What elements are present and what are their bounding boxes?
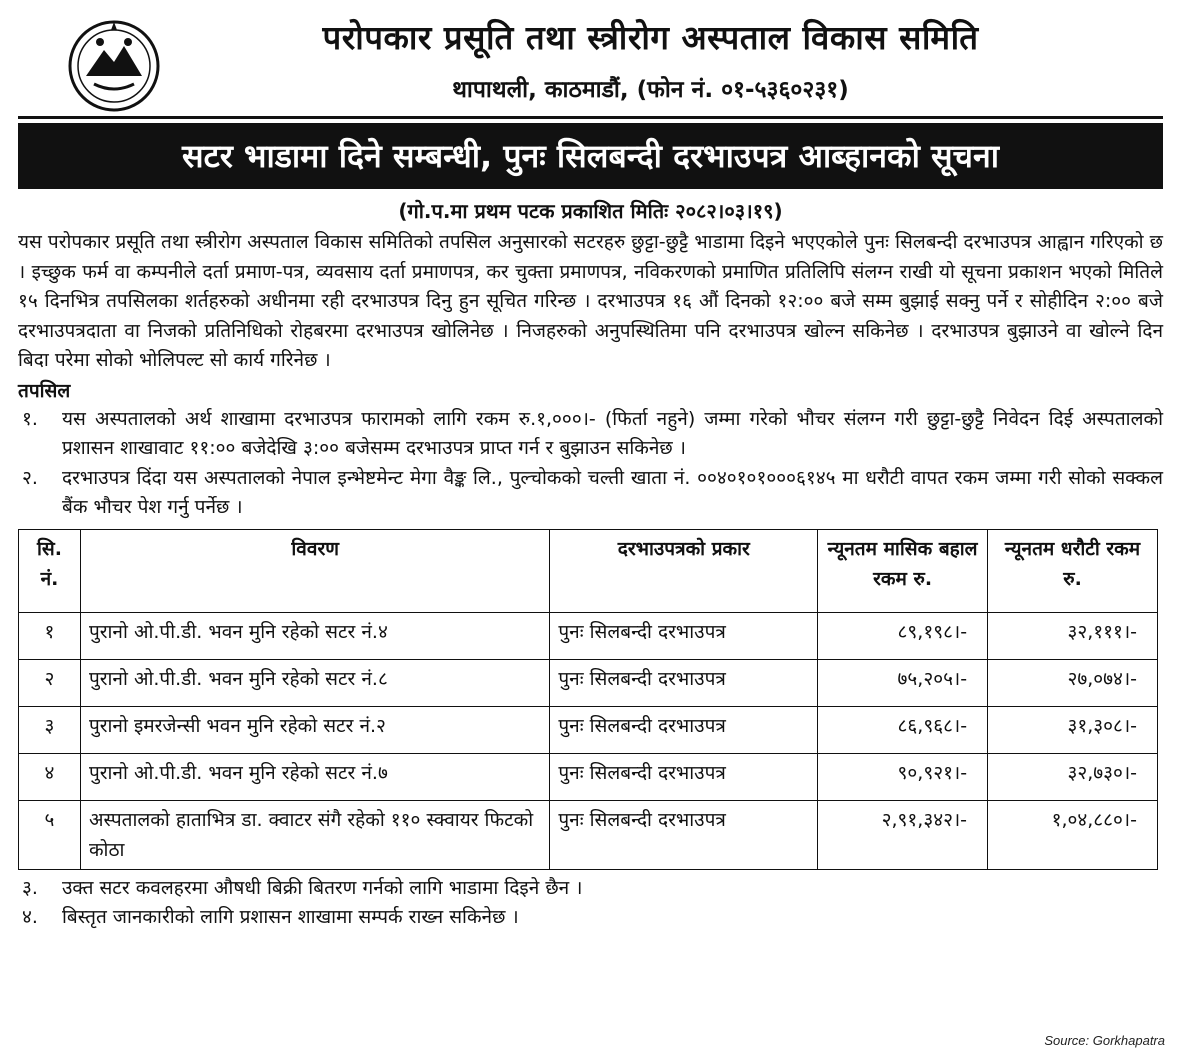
cell-rent: ८६,९६८।-	[818, 706, 988, 753]
cell-serial: २	[19, 659, 81, 706]
cell-serial: ४	[19, 753, 81, 800]
tapsil-heading: तपसिल	[18, 379, 71, 402]
cell-bid-type: पुनः सिलबन्दी दरभाउपत्र	[550, 612, 818, 659]
cell-deposit: १,०४,८८०।-	[988, 800, 1158, 869]
cell-deposit: ३२,७३०।-	[988, 753, 1158, 800]
shutter-table	[18, 529, 1158, 870]
table-header-row	[19, 529, 1158, 612]
condition-text: यस अस्पतालको अर्थ शाखामा दरभाउपत्र फारामको लागि रकम रु.१,०००।- (फिर्ता नहुने) जम्मा गरेको भौचर संलग्न गरी छुट्टा-छुट्टै निवेदन दिई अस्पतालको प्रशासन शाखावाट ११:०० बजेदेखि ३:०० बजेसम्म दरभाउपत्र प्राप्त गर्न र बुझाउन सकिनेछ ।	[62, 407, 1163, 459]
condition-item	[18, 405, 1163, 464]
header-min-rent: न्यूनतम मासिक बहाल रकम रु.	[818, 529, 988, 612]
condition-text: दरभाउपत्र दिंदा यस अस्पतालको नेपाल इन्भेष्टमेन्ट मेगा वैङ्क लि., पुल्चोकको चल्ती खाता नं. ००४०१०१०००६१४५ मा धरौटी वापत रकम जम्मा गरी सोको सक्कल बैंक भौचर पेश गर्नु पर्नेछ ।	[62, 466, 1163, 518]
table-row	[19, 800, 1158, 869]
organization-address: थापाथली, काठमाडौं, (फोन नं. ०१-५३६०२३१)	[452, 77, 849, 103]
cell-serial: १	[19, 612, 81, 659]
note-item	[18, 903, 1163, 933]
cell-deposit: ३२,१११।-	[988, 612, 1158, 659]
cell-serial: ५	[19, 800, 81, 869]
cell-serial: ३	[19, 706, 81, 753]
condition-item	[18, 464, 1163, 523]
cell-description: पुरानो ओ.पी.डी. भवन मुनि रहेको सटर नं.४	[80, 612, 549, 659]
condition-number: २.	[22, 466, 38, 489]
cell-description: पुरानो ओ.पी.डी. भवन मुनि रहेको सटर नं.८	[80, 659, 549, 706]
organization-name: परोपकार प्रसूति तथा स्त्रीरोग अस्पताल विकास समिति	[322, 18, 979, 57]
cell-description: पुरानो इमरजेन्सी भवन मुनि रहेको सटर नं.२	[80, 706, 549, 753]
cell-bid-type: पुनः सिलबन्दी दरभाउपत्र	[550, 800, 818, 869]
cell-description: अस्पतालको हाताभित्र डा. क्वाटर संगै रहेको ११० स्क्वायर फिटको कोठा	[80, 800, 549, 869]
publication-date: (गो.प.मा प्रथम पटक प्रकाशित मितिः २०८२।०३।१९)	[398, 199, 783, 223]
table-row	[19, 612, 1158, 659]
header-bid-type: दरभाउपत्रको प्रकार	[550, 529, 818, 612]
condition-number: १.	[22, 407, 38, 430]
cell-rent: ७५,२०५।-	[818, 659, 988, 706]
cell-bid-type: पुनः सिलबन्दी दरभाउपत्र	[550, 706, 818, 753]
table-row	[19, 659, 1158, 706]
notice-page	[18, 8, 1163, 933]
note-number: ४.	[22, 906, 38, 928]
intro-paragraph: यस परोपकार प्रसूति तथा स्त्रीरोग अस्पताल विकास समितिको तपसिल अनुसारको सटरहरु छुट्टा-छुट्टै भाडामा दिइने भएएकोले पुनः सिलबन्दी दरभाउपत्र आह्वान गरिएको छ । इच्छुक फर्म वा कम्पनीले दर्ता प्रमाण-पत्र, व्यवसाय दर्ता प्रमाणपत्र, कर चुक्ता प्रमाणपत्र, नविकरणको प्रमाणित प्रतिलिपि संलग्न राखी यो सूचना प्रकाशन भएको मितिले १५ दिनभित्र तपसिलका शर्तहरुको अधीनमा रही दरभाउपत्र दिनु हुन सूचित गरिन्छ । दरभाउपत्र १६ औं दिनको १२:०० बजे सम्म बुझाई सक्नु पर्ने र सोहीदिन २:०० बजे दरभाउपत्रदाता वा निजको प्रतिनिधिको रोहबरमा दरभाउपत्र खोलिनेछ । निजहरुको अनुपस्थितिमा पनि दरभाउपत्र खोल्न सकिनेछ । दरभाउपत्र बुझाउने वा खोल्ने दिन बिदा परेमा सोको भोलिपल्ट सो कार्य गरिनेछ ।	[18, 231, 1163, 371]
notice-title-banner: सटर भाडामा दिने सम्बन्धी, पुनः सिलबन्दी दरभाउपत्र आब्हानको सूचना	[18, 123, 1163, 189]
cell-rent: ८९,१९८।-	[818, 612, 988, 659]
notice-header	[18, 8, 1163, 119]
header-description: विवरण	[80, 529, 549, 612]
cell-deposit: ३१,३०८।-	[988, 706, 1158, 753]
source-credit: Source: Gorkhapatra	[1044, 1033, 1165, 1048]
header-serial: सि. नं.	[19, 529, 81, 612]
cell-bid-type: पुनः सिलबन्दी दरभाउपत्र	[550, 753, 818, 800]
cell-deposit: २७,०७४।-	[988, 659, 1158, 706]
cell-bid-type: पुनः सिलबन्दी दरभाउपत्र	[550, 659, 818, 706]
note-number: ३.	[22, 876, 38, 899]
note-item	[18, 874, 1163, 904]
header-min-deposit: न्यूनतम धरौटी रकम रु.	[988, 529, 1158, 612]
cell-rent: २,९१,३४२।-	[818, 800, 988, 869]
cell-description: पुरानो ओ.पी.डी. भवन मुनि रहेको सटर नं.७	[80, 753, 549, 800]
table-row	[19, 753, 1158, 800]
table-row	[19, 706, 1158, 753]
note-text: बिस्तृत जानकारीको लागि प्रशासन शाखामा सम्पर्क राख्न सकिनेछ ।	[62, 906, 519, 928]
note-text: उक्त सटर कवलहरमा औषधी बिक्री बितरण गर्नको लागि भाडामा दिइने छैन ।	[62, 876, 583, 899]
cell-rent: ९०,९२१।-	[818, 753, 988, 800]
